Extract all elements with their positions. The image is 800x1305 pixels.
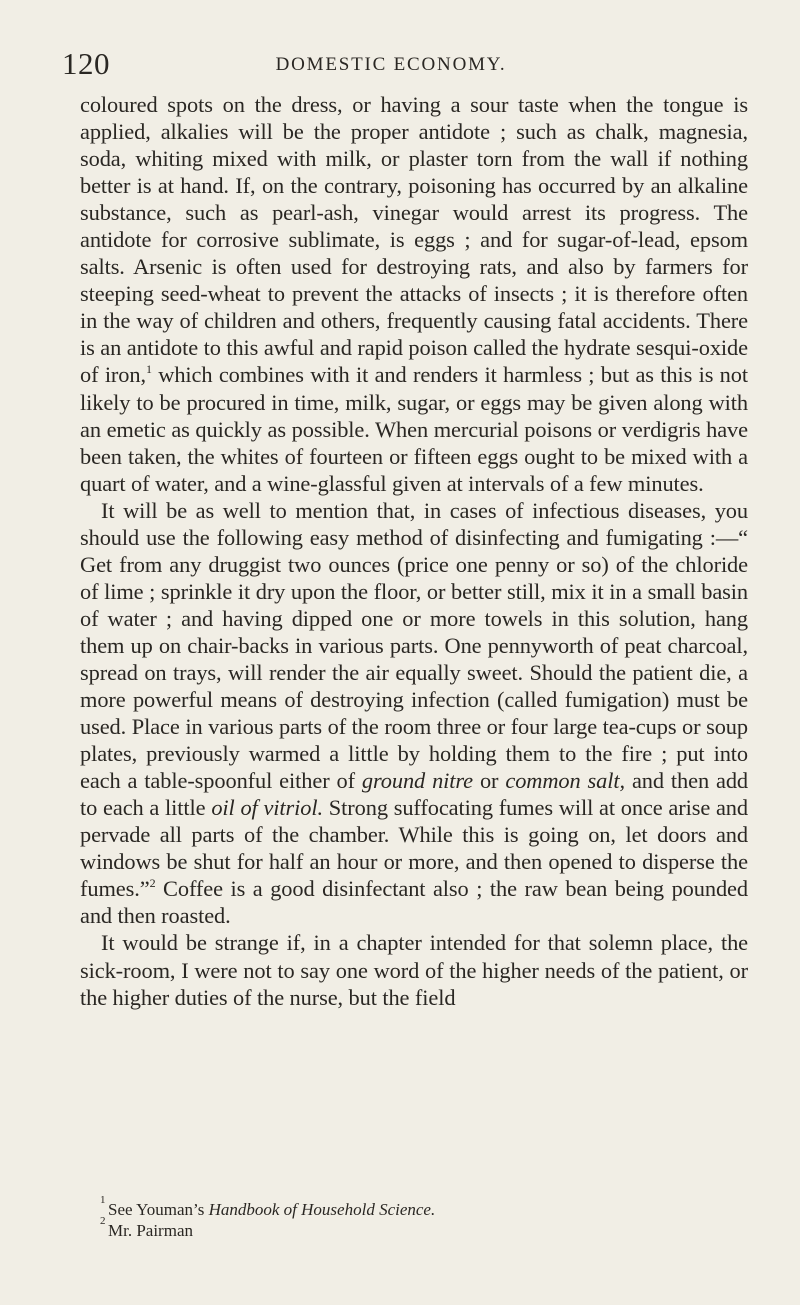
body-text	[80, 91, 748, 1011]
footnote-text: See Youman’s	[108, 1200, 209, 1219]
italic-text: oil of vitriol.	[211, 795, 323, 821]
footnotes	[80, 1194, 748, 1241]
text-run: or	[473, 768, 506, 794]
footnote: 2 Mr. Pairman	[100, 1215, 193, 1240]
italic-text: ground nitre	[361, 768, 474, 794]
footnote-text: Mr. Pairman	[108, 1221, 193, 1240]
footnote-reference: 1	[145, 362, 152, 377]
text-run: It will be as well to mention that, in cases of infectious diseases, you should use the following easy method of disinfecting and fumigating :—“ Get from any druggist two ounces (price one penny or so) of the chloride of lime ; sprinkle it dry upon the floor, or better still, mix it in a small basin of water ; and having dipped one or more towels in this solution, hang them up on chair-backs in various parts. One pennyworth of peat charcoal, spread on trays, will render the air equally sweet. Should the patient die, a more powerful means of destroying infection (called fumigation) must be used. Place in various parts of the room three or four large tea-cups or soup plates, previously warmed a little by holding them to the fire ; put into each a table-spoonful either of	[80, 497, 748, 794]
text-run: which combines with it and renders it harmless ; but as this is not likely to be procured in time, milk, sugar, or eggs may be given along with an emetic as quickly as possible. When mercurial poisons or verdigris have been taken, the whites of fourteen or fifteen eggs ought to be mixed with a quart of water, and a wine-glassful given at intervals of a few minutes.	[80, 362, 748, 496]
text-run: Coffee is a good disinfectant also ; the raw bean being pounded and then roasted.	[80, 876, 748, 929]
italic-text: common salt,	[505, 768, 626, 794]
text-run: It would be strange if, in a chapter intended for that solemn place, the sick-room, I were not to say one word of the higher needs of the patient, or the higher duties of the nurse, but the field	[80, 930, 748, 1010]
text-run: and then add to each a little	[80, 768, 749, 821]
page-number: 120	[62, 46, 110, 81]
footnote-reference: 2	[149, 876, 156, 891]
running-head: DOMESTIC ECONOMY.	[275, 54, 507, 75]
text-run: Strong suffocating fumes will at once arise and pervade all parts of the chamber. While this is going on, let doors and windows be shut for half an hour or more, and then opened to disperse the fumes.”	[80, 795, 749, 902]
page-header	[62, 46, 720, 82]
text-run: coloured spots on the dress, or having a sour taste when the tongue is applied, alkalies will be the proper antidote ; such as chalk, magnesia, soda, whiting mixed with milk, or plaster torn from the wall if nothing better is at hand. If, on the contrary, poisoning has occurred by an alkaline substance, such as pearl-ash, vinegar would arrest its progress. The antidote for corrosive sublimate, is eggs ; and for sugar-of-lead, epsom salts. Arsenic is often used for destroying rats, and also by farmers for steeping seed-wheat to prevent the attacks of insects ; it is therefore often in the way of children and others, frequently causing fatal accidents. There is an antidote to this awful and rapid poison called the hydrate sesqui-oxide of iron,	[80, 92, 748, 388]
paragraph	[80, 929, 748, 1010]
paragraph	[80, 497, 748, 930]
footnote-title: Handbook of Household Science.	[208, 1200, 436, 1219]
footnote: 1 See Youman’s Handbook of Household Science.	[100, 1194, 436, 1219]
paragraph	[80, 91, 748, 497]
